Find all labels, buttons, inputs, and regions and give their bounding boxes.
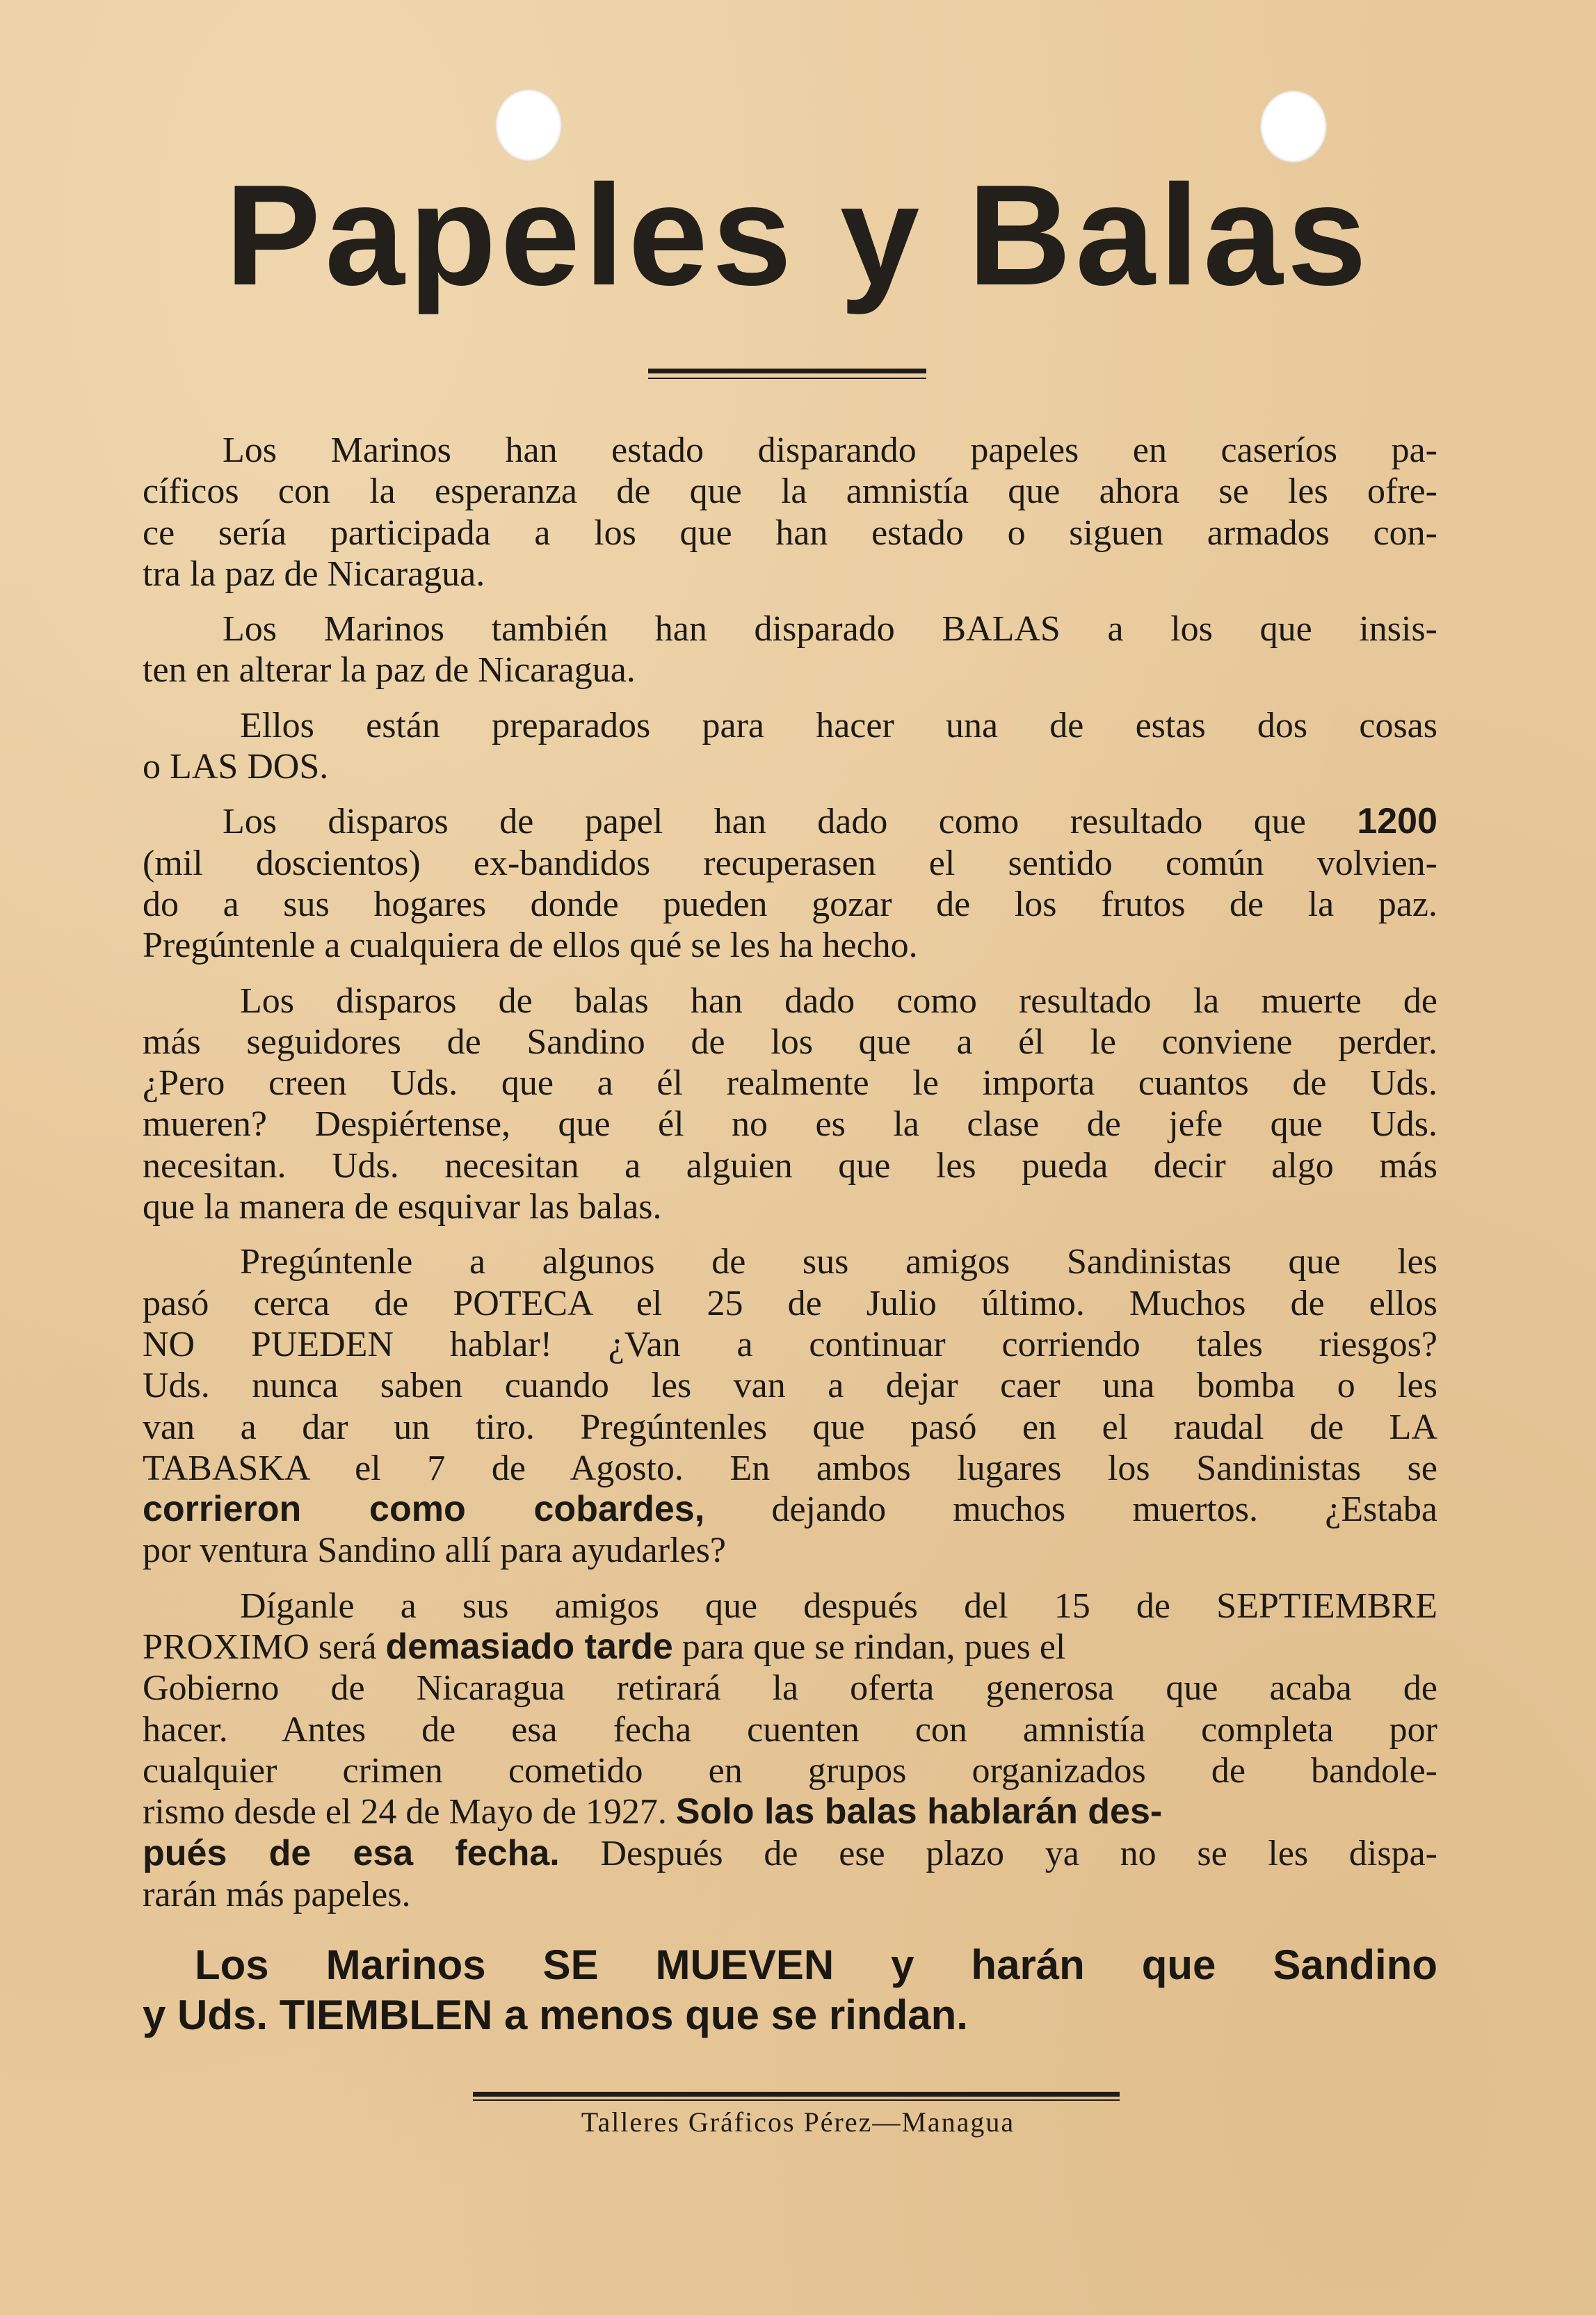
title-divider: [648, 369, 926, 379]
text-line: necesitan. Uds. necesitan a alguien que les pueda decir algo más: [143, 1145, 1437, 1186]
text-segment: rismo desde el 24 de Mayo de 1927.: [143, 1792, 667, 1832]
closing-line: y Uds. TIEMBLEN a menos que se rindan.: [143, 1992, 968, 2038]
text-line: do a sus hogares donde pueden gozar de los frutos de la paz.: [143, 884, 1437, 924]
text-line: TABASKA el 7 de Agosto. En ambos lugares los Sandinistas se: [143, 1448, 1437, 1488]
text-line: ten en alterar la paz de Nicaragua.: [143, 650, 636, 691]
text-line: Los Marinos han estado disparando papeles en caseríos pa-: [223, 430, 1437, 470]
text-segment: Los disparos de papel han dado como resultado que: [223, 802, 1306, 842]
punch-hole-left: [495, 89, 562, 161]
text-line: NO PUEDEN hablar! ¿Van a continuar corriendo tales riesgos?: [143, 1324, 1437, 1364]
footer-divider: [473, 2092, 1120, 2101]
text-line: Ellos están preparados para hacer una de estas dos cosas: [240, 705, 1437, 745]
printer-imprint: Talleres Gráficos Pérez—Managua: [581, 2106, 1015, 2138]
document-title: Papeles y Balas: [225, 155, 1371, 315]
text-line: cíficos con la esperanza de que la amnistía que ahora se les ofre-: [143, 471, 1437, 512]
text-line: o LAS DOS.: [143, 747, 329, 787]
emphasis-phrase: corrieron como cobardes,: [143, 1489, 705, 1530]
text-line: Pregúntenle a cualquiera de ellos qué se les ha hecho.: [143, 926, 918, 966]
text-segment: para que se rindan, pues el: [682, 1627, 1066, 1668]
paragraph-4: [143, 801, 1437, 966]
paragraph-5: [143, 981, 1437, 1228]
text-line: [143, 1627, 1437, 1668]
text-line: tra la paz de Nicaragua.: [143, 554, 485, 594]
text-line: hacer. Antes de esa fecha cuenten con amnistía completa por: [143, 1709, 1437, 1750]
emphasis-phrase: Solo las balas hablarán des-: [675, 1791, 1163, 1832]
text-line: pasó cerca de POTECA el 25 de Julio último. Muchos de ellos: [143, 1283, 1437, 1323]
text-line: van a dar un tiro. Pregúntenles que pasó en el raudal de LA: [143, 1407, 1437, 1447]
text-line: cualquier crimen cometido en grupos organizados de bandole-: [143, 1750, 1437, 1791]
text-line: ¿Pero creen Uds. que a él realmente le importa cuantos de Uds.: [143, 1063, 1437, 1104]
text-line: ce sería participada a los que han estado o siguen armados con-: [143, 513, 1437, 553]
closing-statement: [143, 1940, 1437, 2040]
text-line: Pregúntenle a algunos de sus amigos Sandinistas que les: [240, 1242, 1437, 1282]
text-line: Uds. nunca saben cuando les van a dejar caer una bomba o les: [143, 1366, 1437, 1406]
text-line: [143, 801, 1437, 842]
text-line: rarán más papeles.: [143, 1874, 411, 1914]
paragraph-7: [143, 1586, 1437, 1915]
text-line: Los disparos de balas han dado como resultado la muerte de: [240, 981, 1437, 1021]
text-line: Gobierno de Nicaragua retirará la oferta generosa que acaba de: [143, 1668, 1437, 1709]
text-line: [143, 1489, 1437, 1530]
text-segment: Después de ese plazo ya no se les dispa-: [600, 1833, 1437, 1873]
paragraph-6: [143, 1241, 1437, 1571]
paragraph-3: [143, 705, 1437, 788]
text-line: [143, 1791, 1437, 1832]
text-segment: dejando muchos muertos. ¿Estaba: [771, 1490, 1437, 1530]
closing-line: Los Marinos SE MUEVEN y harán que Sandino: [195, 1942, 1437, 1988]
text-line: Díganle a sus amigos que después del 15 de SEPTIEMBRE: [240, 1586, 1437, 1626]
text-line: por ventura Sandino allí para ayudarles?: [143, 1531, 726, 1571]
emphasis-number: 1200: [1357, 801, 1437, 842]
text-line: que la manera de esquivar las balas.: [143, 1187, 662, 1227]
text-line: Los Marinos también han disparado BALAS a los que insis-: [223, 609, 1437, 650]
emphasis-phrase: demasiado tarde: [385, 1627, 673, 1668]
text-segment: PROXIMO será: [143, 1627, 377, 1668]
text-line: más seguidores de Sandino de los que a él le conviene perder.: [143, 1022, 1437, 1062]
emphasis-phrase: pués de esa fecha.: [143, 1832, 560, 1873]
paragraph-1: [143, 430, 1437, 595]
text-line: mueren? Despiértense, que él no es la clase de jefe que Uds.: [143, 1104, 1437, 1145]
text-line: (mil doscientos) ex-bandidos recuperasen el sentido común volvien-: [143, 843, 1437, 883]
text-line: [143, 1833, 1437, 1874]
document-body: [143, 430, 1437, 1929]
paragraph-2: [143, 608, 1437, 691]
